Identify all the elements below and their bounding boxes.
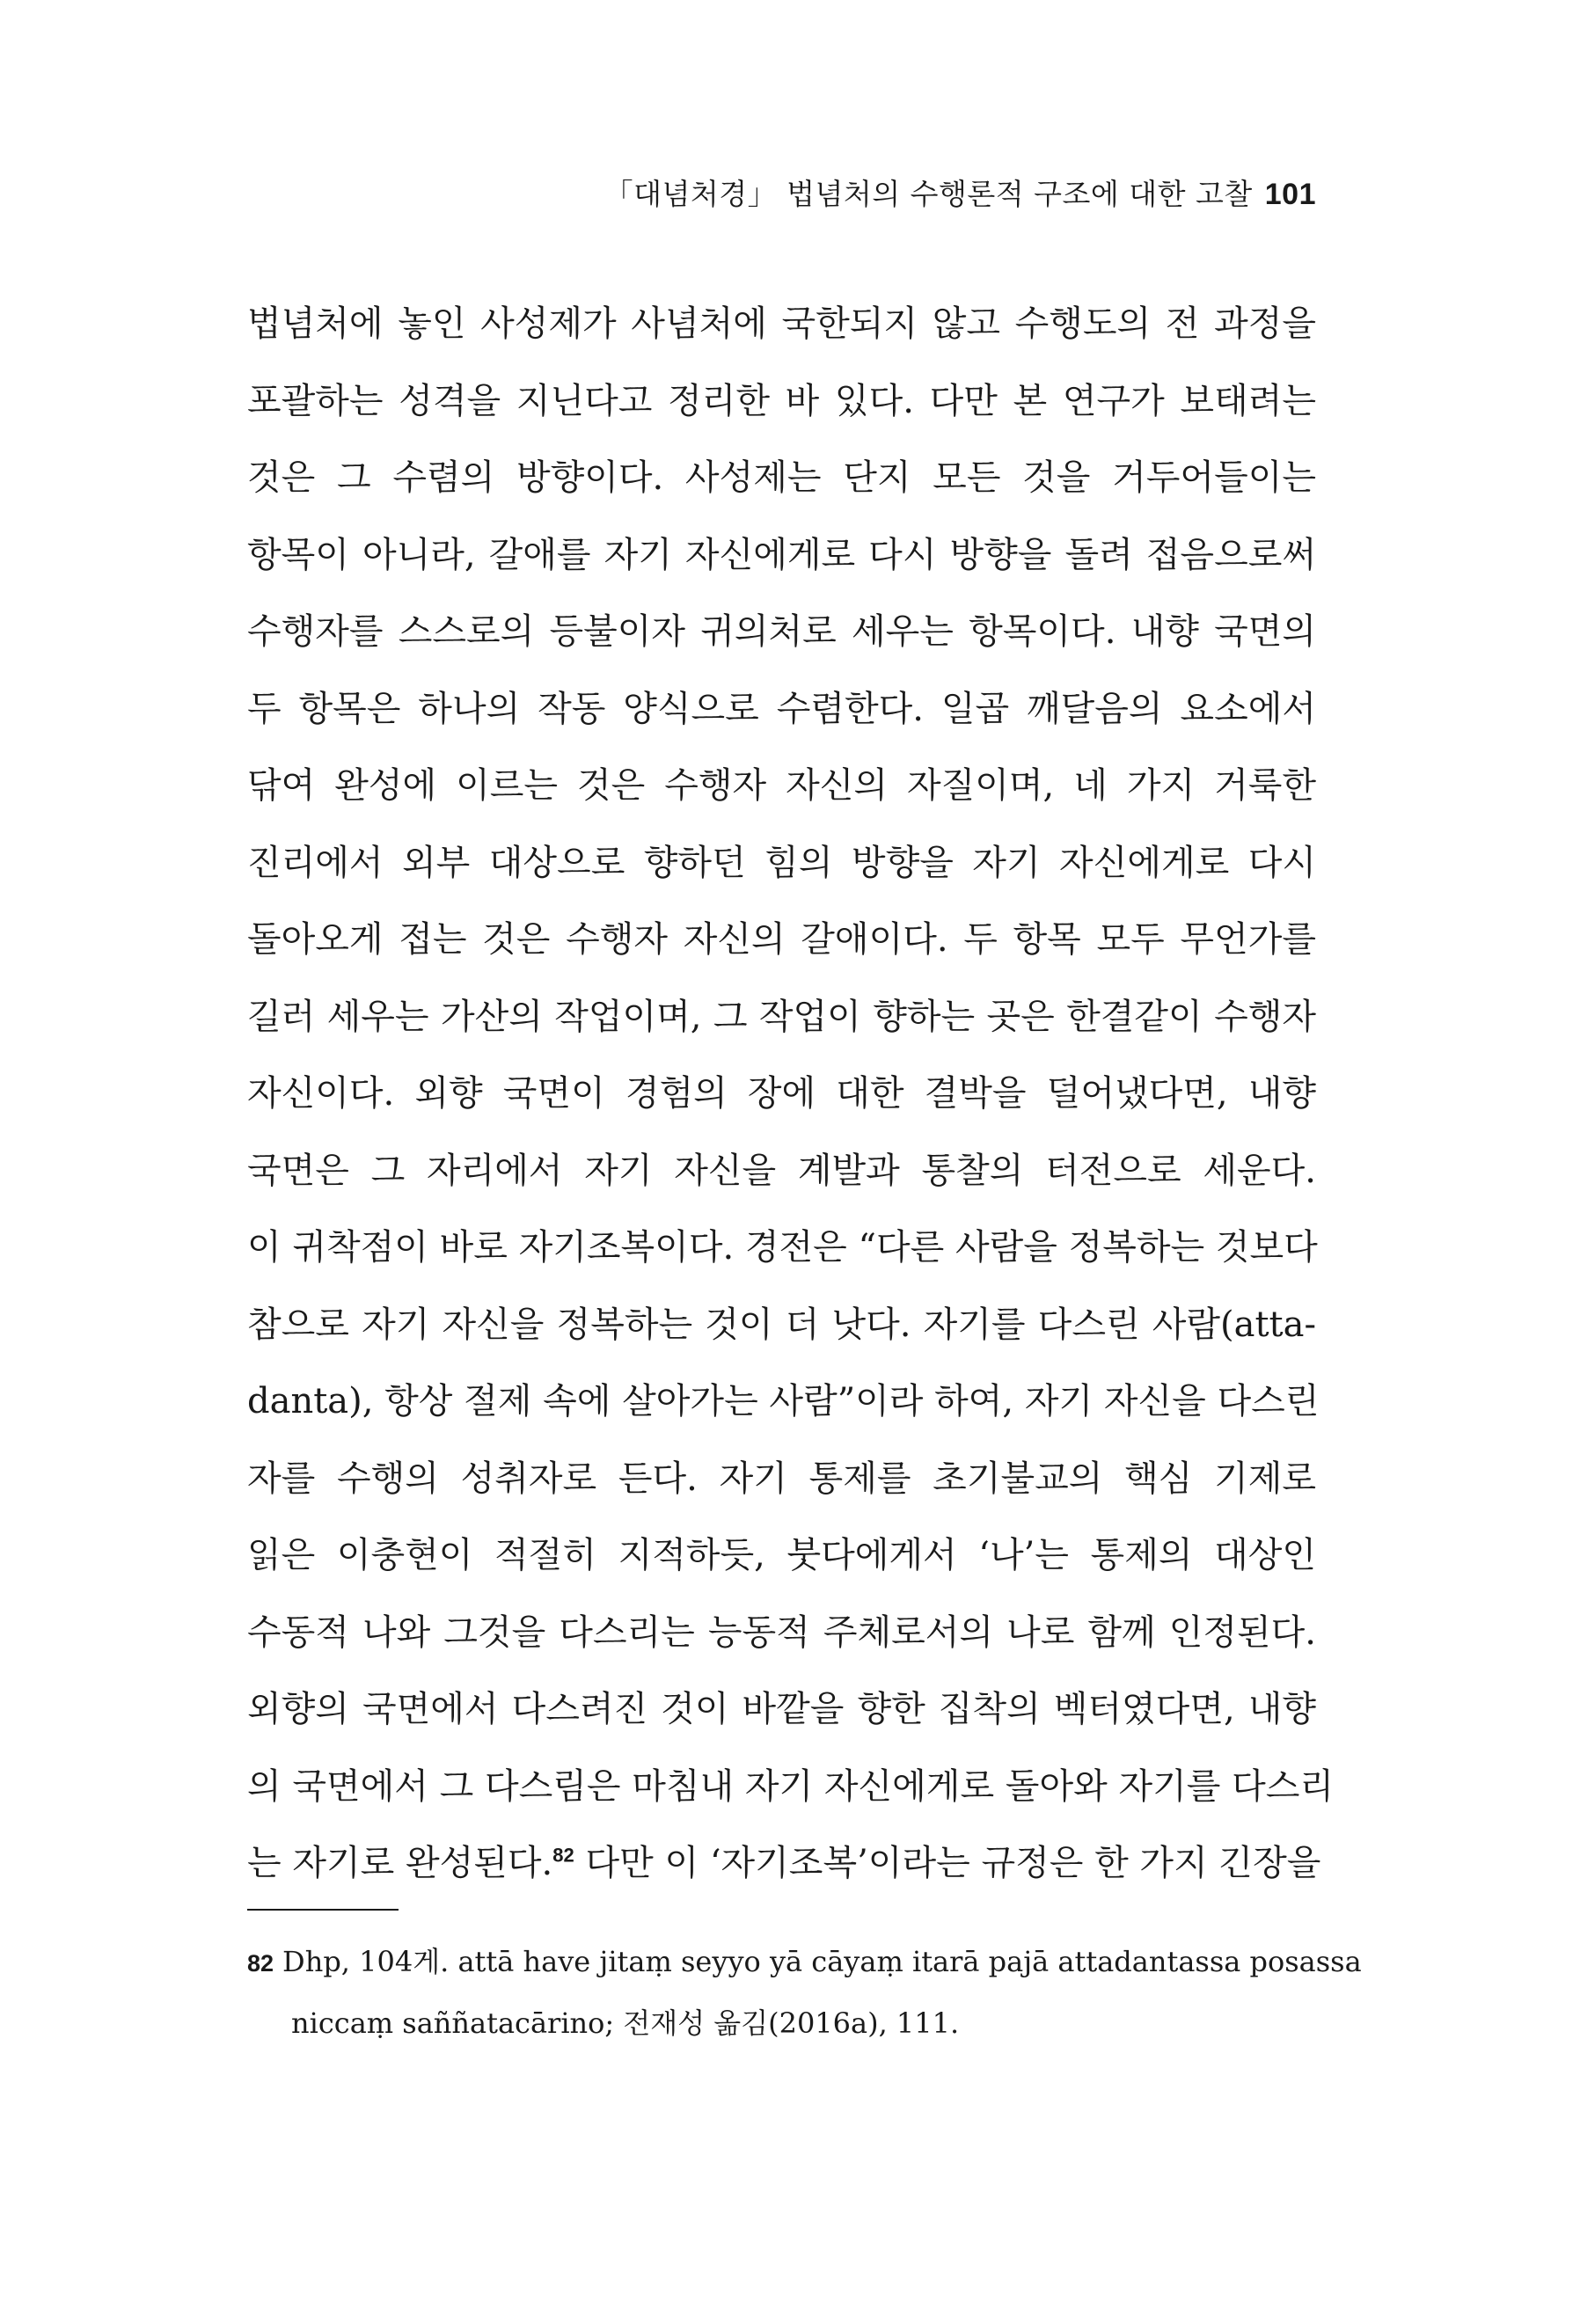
text-line: danta), 항상 절제 속에 살아가는 사람”이라 하여, 자기 자신을 다스린 — [247, 1381, 1320, 1421]
running-header — [604, 172, 1316, 213]
text-line-with-footnote — [247, 1825, 1321, 1903]
text-line: 닦여 완성에 이르는 것은 수행자 자신의 자질이며, 네 가지 거룩한 — [247, 765, 1316, 806]
text-line: 이 귀착점이 바로 자기조복이다. 경전은 “다른 사람을 정복하는 것보다 — [247, 1227, 1318, 1268]
text-line: 자를 수행의 성취자로 든다. 자기 통제를 초기불교의 핵심 기제로 — [247, 1458, 1316, 1499]
footnote-text: Dhp, 104게. attā have jitaṃ seyyo yā cāyaṃ itarā pajā attadantassa posassa — [282, 1945, 1362, 1978]
text-line: 의 국면에서 그 다스림은 마침내 자기 자신에게로 돌아와 자기를 다스리 — [247, 1765, 1334, 1807]
text-line: 수동적 나와 그것을 다스리는 능동적 주체로서의 나로 함께 인정된다. — [247, 1611, 1316, 1653]
text-line: 돌아오게 접는 것은 수행자 자신의 갈애이다. 두 항목 모두 무언가를 — [247, 919, 1316, 960]
footnote-line — [247, 1931, 1362, 1992]
text-line: 법념처에 놓인 사성제가 사념처에 국한되지 않고 수행도의 전 과정을 — [247, 303, 1316, 344]
footnote-divider — [247, 1909, 399, 1911]
text-segment: 는 자기로 완성된다. — [247, 1843, 553, 1883]
text-segment: 다만 이 ‘자기조복’이라는 규정은 한 가지 긴장을 — [574, 1843, 1321, 1883]
text-line: 국면은 그 자리에서 자기 자신을 계발과 통찰의 터전으로 세운다. — [247, 1150, 1316, 1191]
text-line: 수행자를 스스로의 등불이자 귀의처로 세우는 항목이다. 내향 국면의 — [247, 611, 1316, 652]
running-title: 「대념처경」 법념처의 수행론적 구조에 대한 고찰 — [603, 177, 1253, 211]
text-line: 참으로 자기 자신을 정복하는 것이 더 낫다. 자기를 다스린 사람(atta- — [247, 1304, 1316, 1345]
body-text — [247, 286, 1334, 1903]
footnote-reference[interactable]: 82 — [552, 1844, 574, 1867]
text-line: 읽은 이충현이 적절히 지적하듯, 붓다에게서 ‘나’는 통제의 대상인 — [247, 1535, 1316, 1575]
text-line: 자신이다. 외향 국면이 경험의 장에 대한 결박을 덜어냈다면, 내향 — [247, 1073, 1316, 1114]
footnote — [247, 1931, 1362, 2054]
text-line: 길러 세우는 가산의 작업이며, 그 작업이 향하는 곳은 한결같이 수행자 — [247, 996, 1316, 1037]
footnote-number: 82 — [247, 1950, 274, 1977]
text-line: 항목이 아니라, 갈애를 자기 자신에게로 다시 방향을 돌려 접음으로써 — [247, 534, 1316, 575]
text-line: 두 항목은 하나의 작동 양식으로 수렴한다. 일곱 깨달음의 요소에서 — [247, 688, 1316, 729]
text-line: 외향의 국면에서 다스려진 것이 바깥을 향한 집착의 벡터였다면, 내향 — [247, 1689, 1316, 1729]
text-line: 진리에서 외부 대상으로 향하던 힘의 방향을 자기 자신에게로 다시 — [247, 842, 1316, 883]
text-line: 것은 그 수렴의 방향이다. 사성제는 단지 모든 것을 거두어들이는 — [247, 457, 1316, 498]
text-line: 포괄하는 성격을 지닌다고 정리한 바 있다. 다만 본 연구가 보태려는 — [247, 380, 1316, 421]
footnote-line: niccaṃ saññatacārino; 전재성 옮김(2016a), 111. — [291, 2006, 960, 2040]
page-number: 101 — [1264, 178, 1316, 211]
